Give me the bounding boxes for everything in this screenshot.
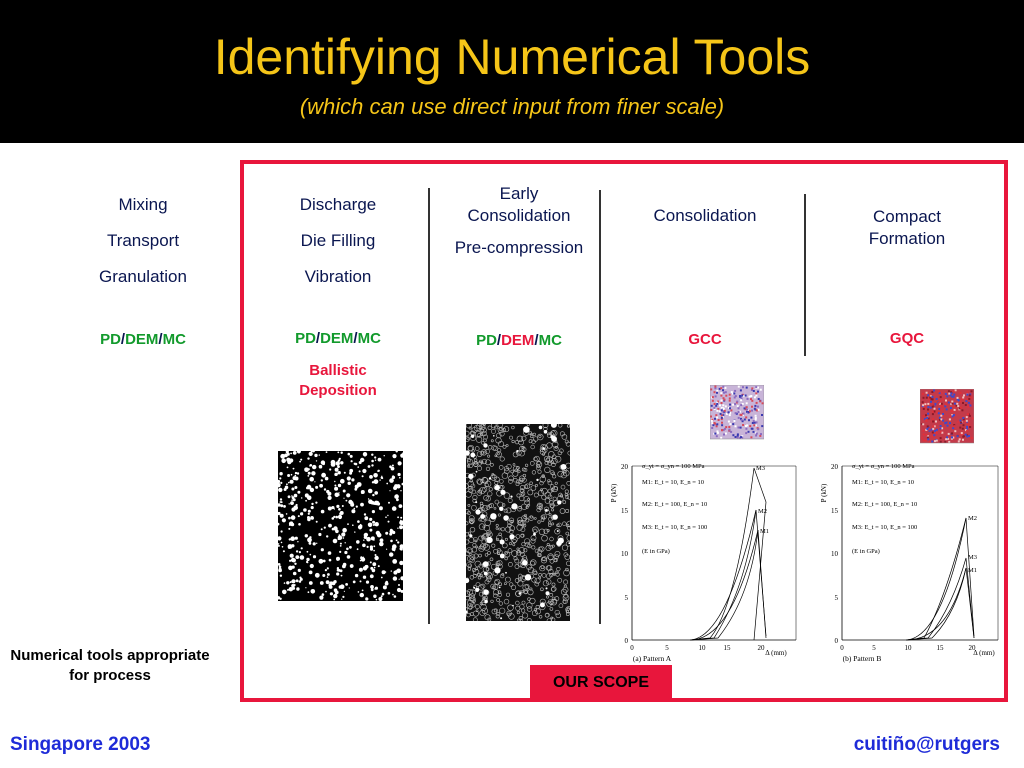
our-scope-badge: OUR SCOPE bbox=[530, 665, 672, 701]
tool-separator: / bbox=[158, 331, 163, 348]
legend-line: σ_yt = σ_yn = 100 MPa bbox=[852, 463, 915, 470]
legend-line: σ_yt = σ_yn = 100 MPa bbox=[642, 463, 705, 470]
column-compact-formation bbox=[842, 206, 972, 264]
footer-venue: Singapore 2003 bbox=[10, 734, 151, 755]
column-divider bbox=[428, 188, 430, 624]
y-tick: 0 bbox=[624, 637, 628, 645]
dem-packing-image bbox=[466, 424, 570, 621]
tool-part: MC bbox=[357, 330, 381, 347]
process-label: Discharge bbox=[299, 195, 377, 214]
curve-label: M2 bbox=[758, 508, 768, 515]
curve-label: M2 bbox=[968, 515, 978, 522]
y-tick: 20 bbox=[831, 463, 838, 471]
consolidation-mesh-thumbnail bbox=[710, 385, 764, 443]
tool-part: PD bbox=[100, 331, 121, 348]
process-label: Die Filling bbox=[300, 231, 376, 250]
legend-line: M2: E_t = 100, E_n = 10 bbox=[852, 501, 918, 508]
tool-separator: / bbox=[534, 332, 539, 349]
x-tick: 20 bbox=[968, 644, 976, 652]
tool-part: MC bbox=[162, 331, 186, 348]
numerical-tools-note: Numerical tools appropriate for process bbox=[10, 647, 210, 684]
legend-line: (E in GPa) bbox=[642, 548, 670, 555]
process-label: Early Consolidation bbox=[467, 184, 571, 225]
tool-separator: / bbox=[120, 331, 126, 348]
process-label: Granulation bbox=[99, 267, 187, 286]
column-mixing bbox=[68, 194, 218, 302]
y-tick: 0 bbox=[834, 637, 838, 645]
x-axis-label: Δ (mm) bbox=[973, 649, 995, 657]
y-axis-label: P (kN) bbox=[610, 483, 618, 503]
y-axis-label: P (kN) bbox=[820, 483, 828, 503]
tool-label bbox=[446, 332, 592, 349]
process-label: Vibration bbox=[304, 267, 372, 286]
tool-separator: / bbox=[315, 330, 321, 347]
curve-label: M3 bbox=[968, 554, 978, 561]
extra-line: Ballistic bbox=[309, 362, 367, 379]
tool-label bbox=[68, 331, 218, 348]
tool-part: MC bbox=[538, 332, 562, 349]
tool-separator: / bbox=[496, 332, 502, 349]
tool-part: DEM bbox=[501, 332, 535, 349]
y-tick: 10 bbox=[621, 550, 628, 558]
legend-line: (E in GPa) bbox=[852, 548, 880, 555]
legend-line: M2: E_t = 100, E_n = 10 bbox=[642, 501, 708, 508]
x-tick: 20 bbox=[757, 644, 765, 652]
page-title: Identifying Numerical Tools bbox=[213, 29, 811, 85]
x-tick: 15 bbox=[936, 644, 944, 652]
process-label: Compact Formation bbox=[868, 207, 946, 248]
y-tick: 10 bbox=[831, 550, 838, 558]
x-tick: 10 bbox=[698, 644, 706, 652]
footer-author: cuitiño@rutgers bbox=[853, 734, 1000, 755]
x-tick: 0 bbox=[630, 644, 634, 652]
column-divider bbox=[804, 194, 806, 356]
tool-part: PD bbox=[476, 332, 497, 349]
compact-mesh-thumbnail bbox=[920, 389, 974, 447]
curve-label: M1 bbox=[968, 567, 978, 574]
plot-caption: (b) Pattern B bbox=[842, 654, 882, 663]
force-displacement-plot-a bbox=[606, 458, 802, 668]
x-axis-label: Δ (mm) bbox=[765, 649, 787, 657]
tool-label: GCC bbox=[688, 331, 722, 348]
title-banner bbox=[0, 0, 1024, 143]
tool-part: DEM bbox=[125, 331, 159, 348]
column-divider bbox=[599, 190, 601, 624]
process-label: Mixing bbox=[118, 195, 168, 214]
curve-label: M3 bbox=[756, 465, 766, 472]
legend-line: M1: E_t = 10, E_n = 10 bbox=[642, 479, 705, 486]
legend-line: M1: E_t = 10, E_n = 10 bbox=[852, 479, 915, 486]
column-consolidation bbox=[625, 205, 785, 241]
process-label: Consolidation bbox=[653, 206, 757, 225]
x-tick: 5 bbox=[872, 644, 876, 652]
x-tick: 5 bbox=[665, 644, 669, 652]
x-tick: 15 bbox=[723, 644, 731, 652]
curve-label: M1 bbox=[760, 528, 770, 535]
y-tick: 5 bbox=[624, 594, 628, 602]
legend-line: M3: E_t = 10, E_n = 100 bbox=[852, 524, 918, 531]
y-tick: 5 bbox=[834, 594, 838, 602]
ballistic-deposition-image bbox=[278, 451, 403, 601]
tool-separator: / bbox=[353, 330, 358, 347]
tool-part: PD bbox=[295, 330, 316, 347]
tool-part: DEM bbox=[320, 330, 354, 347]
y-tick: 15 bbox=[621, 507, 628, 515]
x-tick: 0 bbox=[840, 644, 844, 652]
plot-caption: (a) Pattern A bbox=[632, 654, 672, 663]
tool-label bbox=[263, 330, 413, 347]
legend-line: M3: E_t = 10, E_n = 100 bbox=[642, 524, 708, 531]
page-subtitle: (which can use direct input from finer scale) bbox=[299, 94, 725, 119]
column-discharge bbox=[263, 194, 413, 302]
process-label: Pre-compression bbox=[454, 238, 584, 257]
tool-label: GQC bbox=[889, 330, 925, 347]
ballistic-deposition-label bbox=[263, 361, 413, 401]
extra-line: Deposition bbox=[299, 382, 377, 399]
column-early-consolidation bbox=[446, 183, 592, 273]
force-displacement-plot-b bbox=[816, 458, 1012, 668]
process-label: Transport bbox=[106, 231, 180, 250]
x-tick: 10 bbox=[904, 644, 912, 652]
y-tick: 15 bbox=[831, 507, 838, 515]
y-tick: 20 bbox=[621, 463, 628, 471]
